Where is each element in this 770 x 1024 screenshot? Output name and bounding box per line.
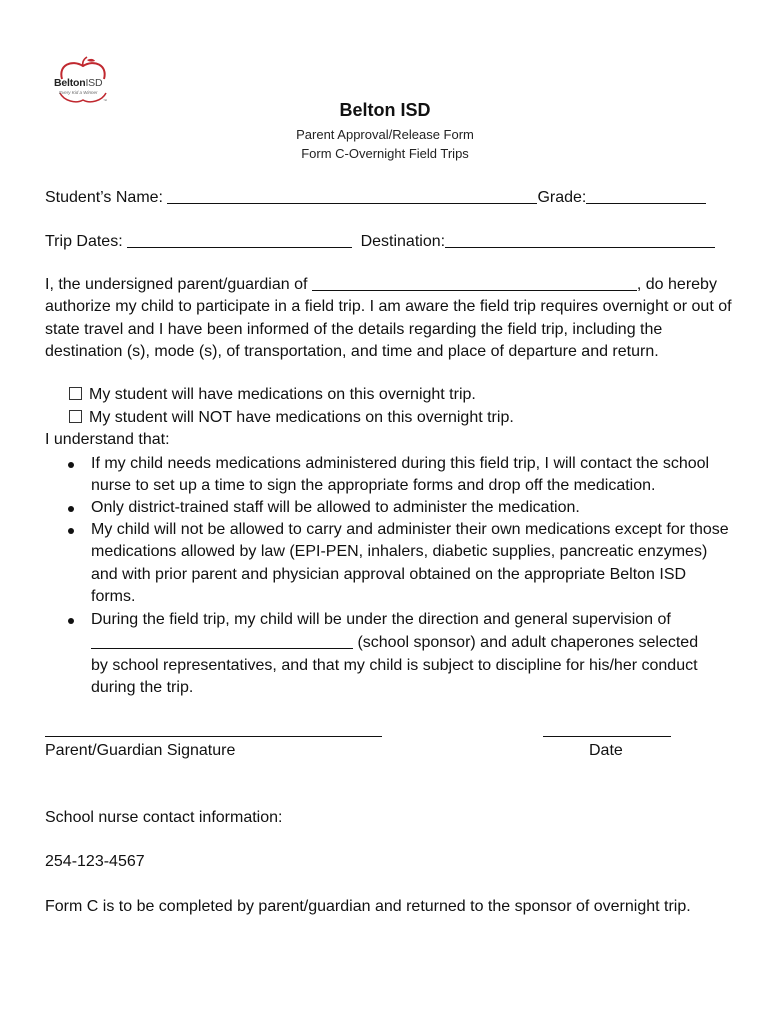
medication-yes-label: My student will have medications on this overnight trip. (89, 386, 476, 403)
destination-label: Destination: (360, 233, 446, 250)
trip-dates-label: Trip Dates: (45, 233, 123, 250)
understand-label: I understand that: (45, 431, 170, 448)
form-instructions-note: Form C is to be completed by parent/guardian and returned to the sponsor of overnight trip. (45, 898, 691, 915)
parent-signature-label: Parent/Guardian Signature (45, 742, 236, 759)
medication-no-checkbox[interactable] (69, 410, 82, 423)
student-name-field[interactable] (167, 187, 537, 204)
authorization-body: hereby authorize my child to participate in a field trip. I am aware the field trip requires overnight or out of state travel and I have been informed of the details regarding the field trip, including the destination (s), mode (s), of transportation, and time and place of departure and return. (45, 276, 732, 361)
date-line[interactable] (543, 736, 671, 737)
bullet-dot (68, 618, 74, 624)
bullet-text: During the field trip, my child will be under the direction and general supervision of (91, 611, 671, 628)
date-label: Date (589, 742, 623, 759)
medication-no-option[interactable] (69, 409, 514, 427)
list-item (91, 519, 731, 609)
child-name-field[interactable] (312, 275, 637, 291)
nurse-contact-label: School nurse contact information: (45, 809, 283, 826)
bullet-dot (68, 528, 74, 534)
bullet-dot (68, 462, 74, 468)
student-name-label: Student’s Name: (45, 189, 163, 206)
bullet-dot (68, 506, 74, 512)
logo-trademark: ™ (103, 98, 107, 103)
form-subtitle: Parent Approval/Release Form (296, 127, 474, 142)
grade-label: Grade: (537, 189, 587, 206)
authorization-intro: I, the undersigned parent/guardian of (45, 276, 308, 293)
list-item (91, 453, 731, 498)
student-name-row (45, 185, 706, 207)
school-sponsor-field[interactable] (91, 633, 353, 649)
medication-yes-option[interactable] (69, 386, 476, 404)
trip-row (45, 229, 715, 251)
trip-dates-field[interactable] (127, 231, 352, 248)
bullet-text: If my child needs medications administered during this field trip, I will contact the school nurse to set up a time to sign the appropriate forms and drop off the medication. (91, 455, 710, 495)
medication-no-label: My student will NOT have medications on this overnight trip. (89, 409, 514, 426)
list-item (91, 497, 731, 519)
bullet-text-cont: (school sponsor) and adult chaperones selected (353, 634, 699, 652)
grade-field[interactable] (586, 187, 706, 204)
authorization-paragraph (45, 273, 735, 364)
authorization-intro-end: , do (636, 276, 664, 293)
logo-wordmark: BeltonISD (54, 77, 103, 89)
page-title: Belton ISD (339, 100, 431, 120)
destination-field[interactable] (445, 231, 715, 248)
bullet-text-rest: by school representatives, and that my child is subject to discipline for his/her conduct during the trip. (91, 656, 698, 697)
logo-tagline: Every Kid a Winner (59, 90, 98, 95)
bullet-text: Only district-trained staff will be allowed to administer the medication. (91, 499, 580, 516)
form-type-subtitle: Form C-Overnight Field Trips (301, 146, 469, 161)
medication-yes-checkbox[interactable] (69, 387, 82, 400)
nurse-phone: 254-123-4567 (45, 853, 145, 870)
parent-signature-line[interactable] (45, 736, 382, 737)
list-item (91, 609, 731, 700)
bullet-text: My child will not be allowed to carry and administer their own medications except for those medications allowed by law (EPI-PEN, inhalers, diabetic supplies, pancreatic enzymes) and with prior parent and physician approval obtained on the appropriate Belton ISD forms. (91, 521, 729, 606)
